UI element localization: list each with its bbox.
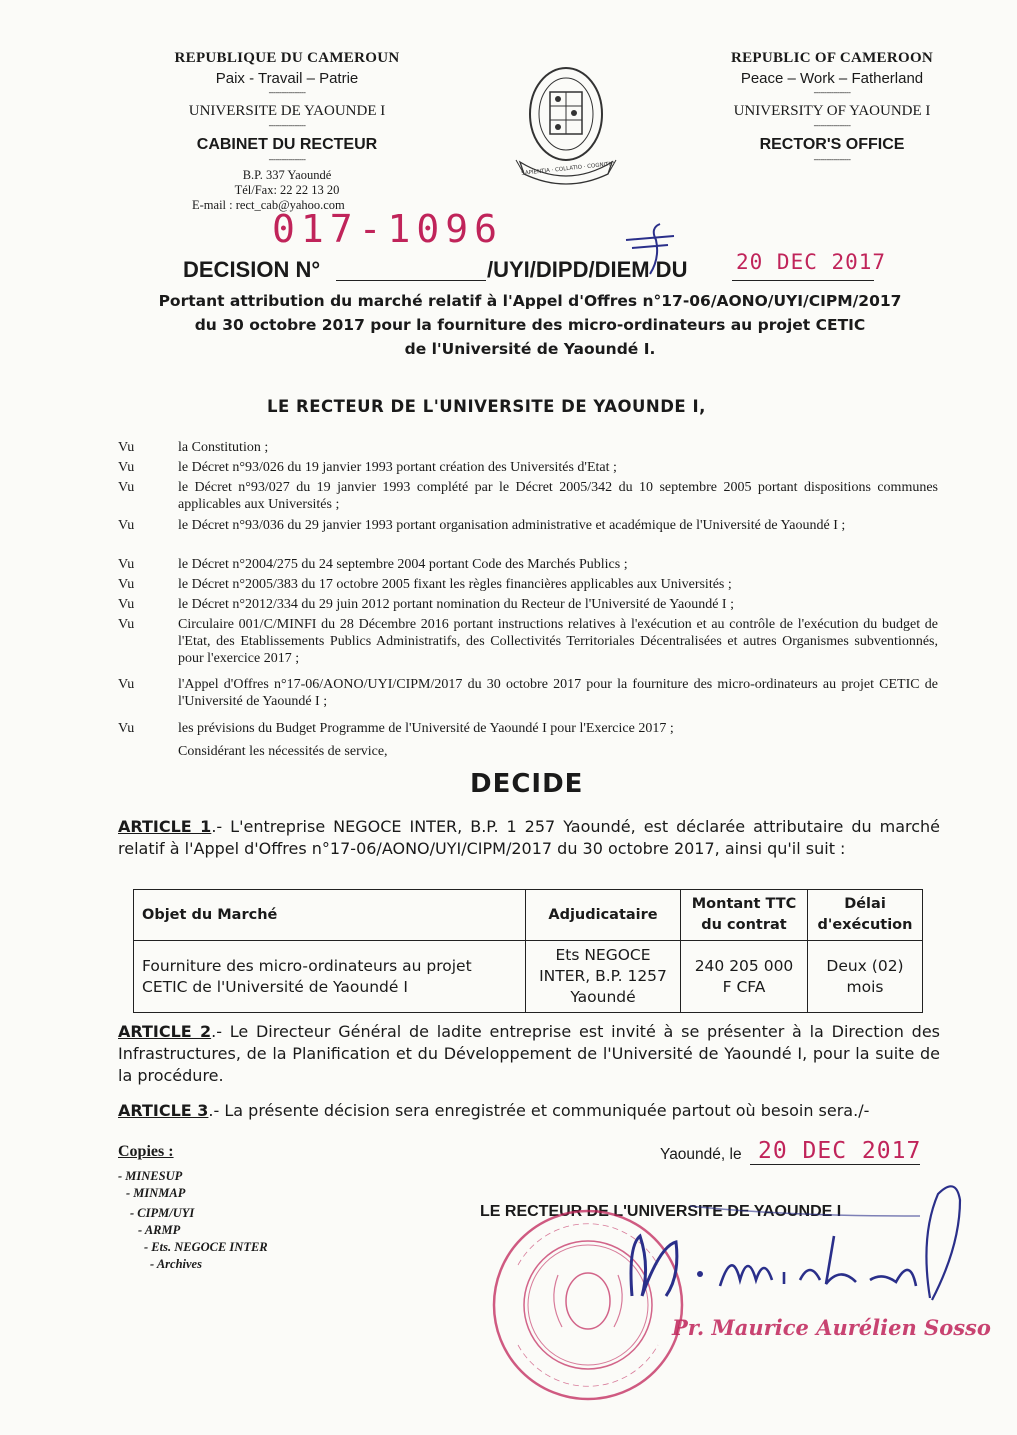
decide-heading: DECIDE bbox=[470, 769, 584, 799]
subject-line-3: de l'Université de Yaoundé I. bbox=[404, 340, 656, 358]
copy-item: - CIPM/UYI bbox=[130, 1206, 195, 1220]
table-row bbox=[134, 941, 923, 1013]
col-header-montant: Montant TTC du contrat bbox=[681, 890, 808, 941]
vu-label: Vu bbox=[118, 440, 135, 455]
vu-label: Vu bbox=[118, 617, 135, 632]
article-2-label: ARTICLE 2 bbox=[118, 1022, 212, 1041]
vu-text: la Constitution ; bbox=[178, 440, 269, 455]
copy-item: - ARMP bbox=[138, 1223, 181, 1237]
decision-date-stamp: 20 DEC 2017 bbox=[736, 250, 887, 274]
signatory-name: Pr. Maurice Aurélien Sosso bbox=[672, 1315, 991, 1340]
separator: ----------------- bbox=[268, 88, 306, 97]
cell-delai: Deux (02) mois bbox=[808, 941, 923, 1013]
copy-item: - MINMAP bbox=[126, 1186, 186, 1200]
seal-motto: SAPIENTIA · COLLATIO · COGNITIO bbox=[521, 161, 615, 177]
place-date-blank bbox=[750, 1164, 920, 1165]
vu-label: Vu bbox=[118, 518, 135, 533]
copy-item: - Archives bbox=[150, 1257, 202, 1271]
considerant-text: Considérant les nécessités de service, bbox=[178, 744, 388, 759]
cell-objet: Fourniture des micro-ordinateurs au projet CETIC de l'Université de Yaoundé I bbox=[134, 941, 526, 1013]
decision-prefix: DECISION N° bbox=[183, 257, 321, 282]
decision-number-stamp: 017-1096 bbox=[272, 207, 504, 251]
handwritten-mark-icon bbox=[620, 218, 680, 278]
copy-item: - Ets. NEGOCE INTER bbox=[144, 1240, 268, 1254]
separator: ----------------- bbox=[813, 88, 851, 97]
subject-line-1: Portant attribution du marché relatif à l'Appel d'Offres n°17-06/AONO/UYI/CIPM/2017 bbox=[158, 292, 902, 310]
article-3-text: .- La présente décision sera enregistrée et communiquée partout où besoin sera./- bbox=[208, 1101, 870, 1120]
signature-icon bbox=[620, 1176, 970, 1326]
vu-text: le Décret n°93/036 du 29 janvier 1993 portant organisation administrative et académique de l'Université de Yaoundé I ; bbox=[178, 518, 846, 533]
article-2-text: .- Le Directeur Général de ladite entreprise est invité à se présenter à la Direction des Infrastructures, de la Planification et du Développement de l'Université de Yaoundé I, pour la suite de la procédure. bbox=[118, 1022, 941, 1085]
vu-text: le Décret n°93/026 du 19 janvier 1993 portant création des Universités d'Etat ; bbox=[178, 460, 617, 475]
article-1-label: ARTICLE 1 bbox=[118, 817, 212, 836]
place-date-prefix: Yaoundé, le bbox=[660, 1146, 742, 1163]
address: B.P. 337 Yaoundé bbox=[242, 168, 332, 182]
subject-line-2: du 30 octobre 2017 pour la fourniture des micro-ordinateurs au projet CETIC bbox=[194, 316, 866, 334]
vu-label: Vu bbox=[118, 597, 135, 612]
telfax: Tél/Fax: 22 22 13 20 bbox=[234, 183, 340, 197]
place-date-stamp: 20 DEC 2017 bbox=[758, 1138, 922, 1164]
vu-text: le Décret n°2012/334 du 29 juin 2012 portant nomination du Recteur de l'Université de Yaoundé I ; bbox=[178, 597, 734, 612]
col-header-objet: Objet du Marché bbox=[134, 890, 526, 941]
authority-heading: LE RECTEUR DE L'UNIVERSITE DE YAOUNDE I, bbox=[267, 397, 706, 416]
country-fr: REPUBLIQUE DU CAMEROUN bbox=[174, 50, 400, 66]
article-1-text: .- L'entreprise NEGOCE INTER, B.P. 1 257 Yaoundé, est déclarée attributaire du marché relatif à l'Appel d'Offres n°17-06/AONO/UYI/CIPM/2017 du 30 octobre 2017, ainsi qu'il suit : bbox=[118, 817, 941, 858]
decision-date-blank bbox=[732, 280, 874, 281]
vu-text: le Décret n°93/027 du 19 janvier 1993 complété par le Décret 2005/342 du 10 septembre 2005 portant dispositions communes applicables aux Universités ; bbox=[178, 480, 938, 512]
vu-label: Vu bbox=[118, 557, 135, 572]
vu-label: Vu bbox=[118, 721, 135, 736]
motto-fr: Paix - Travail – Patrie bbox=[215, 70, 359, 87]
article-3-label: ARTICLE 3 bbox=[118, 1101, 209, 1120]
vu-label: Vu bbox=[118, 577, 135, 592]
header-left bbox=[137, 50, 437, 213]
signatory-title: LE RECTEUR DE L'UNIVERSITE DE YAOUNDE I bbox=[480, 1203, 842, 1220]
article-2 bbox=[118, 1021, 940, 1087]
vu-label: Vu bbox=[118, 460, 135, 475]
cell-adjudicataire: Ets NEGOCE INTER, B.P. 1257 Yaoundé bbox=[526, 941, 681, 1013]
contract-table bbox=[133, 889, 923, 1013]
copies-title: Copies : bbox=[118, 1143, 174, 1160]
decision-reference: /UYI/DIPD/DIEM DU bbox=[487, 257, 688, 282]
country-en: REPUBLIC OF CAMEROON bbox=[730, 50, 934, 66]
vu-label: Vu bbox=[118, 677, 135, 692]
vu-text: le Décret n°2004/275 du 24 septembre 2004 portant Code des Marchés Publics ; bbox=[178, 557, 628, 572]
separator: ----------------- bbox=[268, 121, 306, 130]
office-en: RECTOR'S OFFICE bbox=[759, 136, 905, 153]
table-header-row bbox=[134, 890, 923, 941]
vu-text: l'Appel d'Offres n°17-06/AONO/UYI/CIPM/2017 du 30 octobre 2017 pour la fourniture des micro-ordinateurs au projet CETIC de l'Université de Yaoundé I ; bbox=[178, 677, 938, 709]
cell-montant: 240 205 000 F CFA bbox=[681, 941, 808, 1013]
motto-en: Peace – Work – Fatherland bbox=[740, 70, 924, 87]
copies-list bbox=[118, 1168, 268, 1273]
decision-number-blank bbox=[336, 280, 486, 281]
article-3 bbox=[118, 1100, 940, 1122]
col-header-delai: Délai d'exécution bbox=[808, 890, 923, 941]
office-fr: CABINET DU RECTEUR bbox=[196, 136, 378, 153]
copy-item: - MINESUP bbox=[118, 1169, 183, 1183]
separator: ----------------- bbox=[268, 155, 306, 164]
vu-text: les prévisions du Budget Programme de l'Université de Yaoundé I pour l'Exercice 2017 ; bbox=[178, 721, 674, 736]
separator: ----------------- bbox=[813, 155, 851, 164]
university-en: UNIVERSITY OF YAOUNDE I bbox=[733, 103, 931, 119]
article-1 bbox=[118, 816, 940, 860]
vu-text: Circulaire 001/C/MINFI du 28 Décembre 2016 portant instructions relatives à l'exécution et au contrôle de l'exécution du budget de l'Etat, des Etablissements Publics Administratifs, des Collectivités Territoriales Décentralisées et autres Organismes subventionnés, pour l'exercice 2017 ; bbox=[178, 617, 938, 666]
subject bbox=[100, 289, 960, 361]
separator: ----------------- bbox=[813, 121, 851, 130]
email: E-mail : rect_cab@yahoo.com bbox=[192, 198, 345, 212]
vu-text: le Décret n°2005/383 du 17 octobre 2005 fixant les règles financières applicables aux Universités ; bbox=[178, 577, 732, 592]
header-right bbox=[682, 50, 982, 166]
university-fr: UNIVERSITE DE YAOUNDE I bbox=[188, 103, 386, 119]
col-header-adjudicataire: Adjudicataire bbox=[526, 890, 681, 941]
vu-label: Vu bbox=[118, 480, 135, 495]
